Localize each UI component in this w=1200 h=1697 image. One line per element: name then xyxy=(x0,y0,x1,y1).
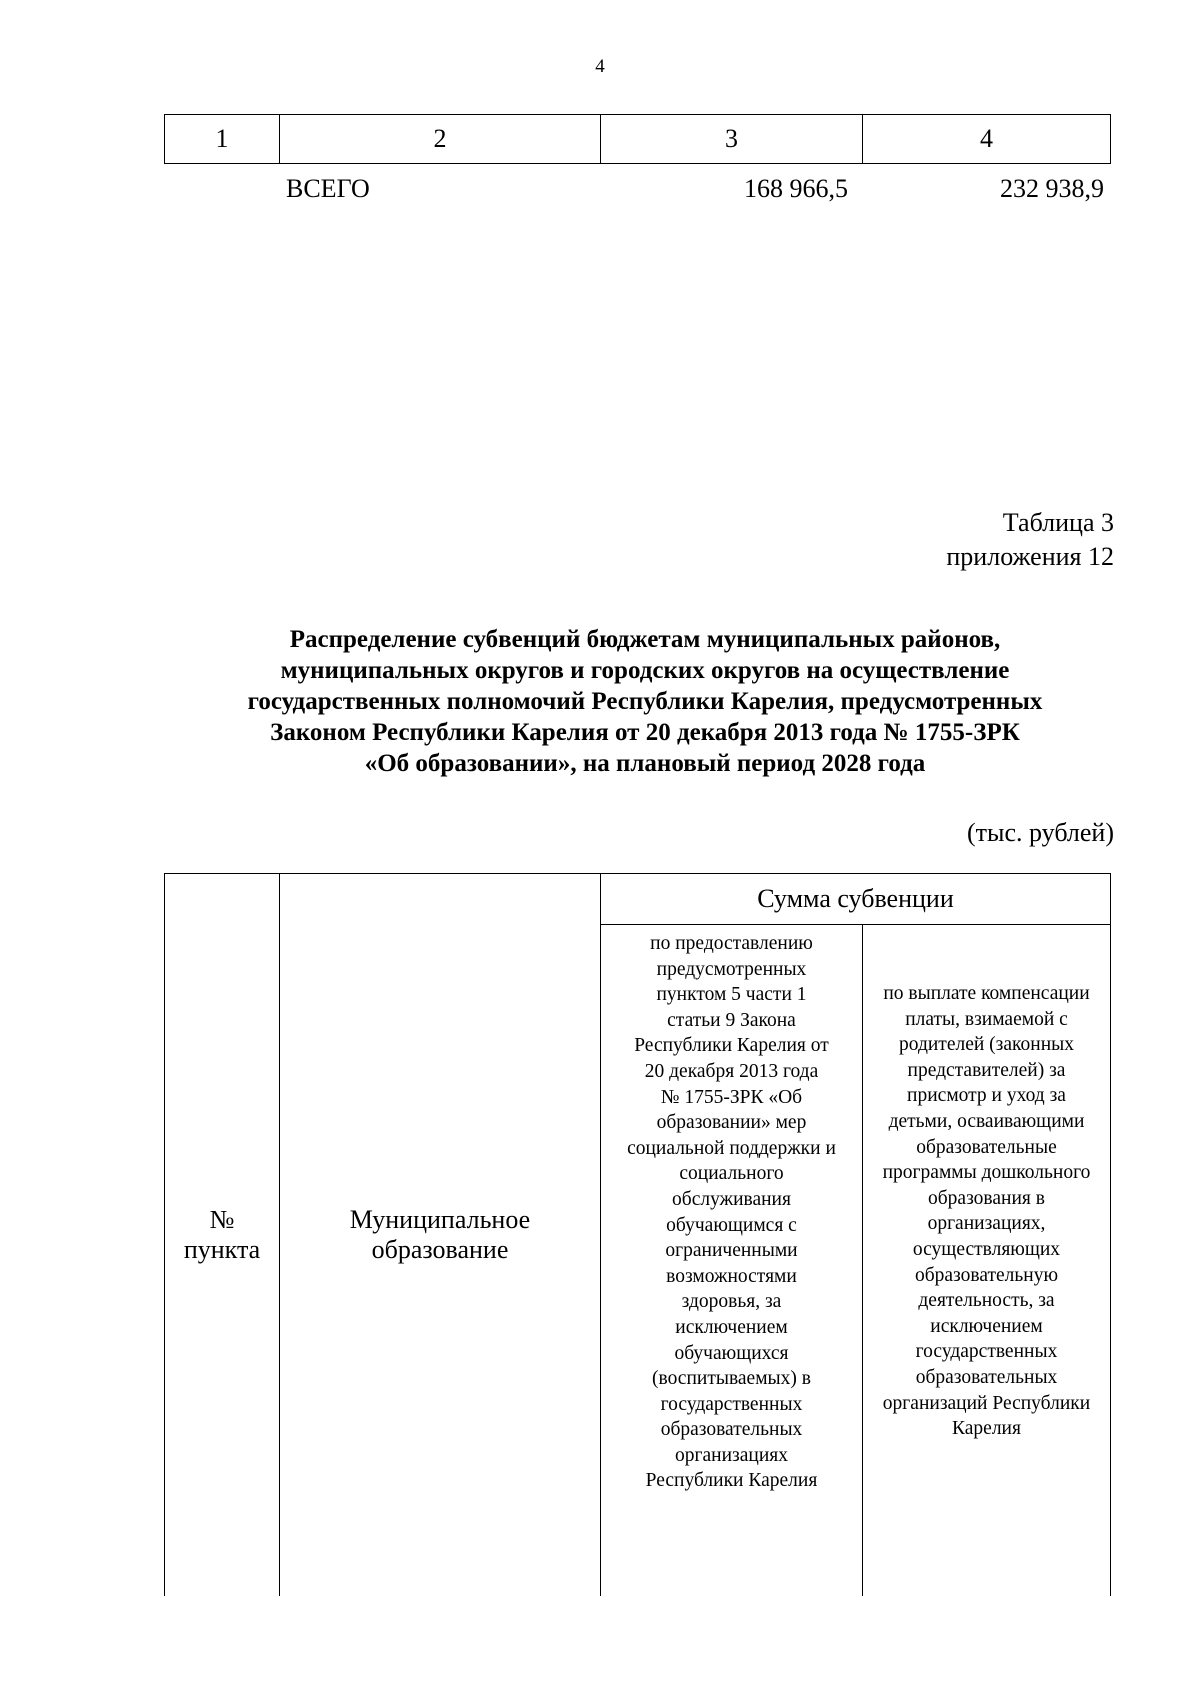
header-text-line: образовательных xyxy=(660,1419,803,1441)
header-text-line: здоровья, за xyxy=(681,1291,782,1313)
header-text-line: ограниченными xyxy=(665,1240,798,1262)
header-text-line: исключением xyxy=(675,1316,788,1338)
header-text-line: обучающихся xyxy=(674,1342,789,1364)
header-text-line: обслуживания xyxy=(672,1188,791,1210)
total-value-col4: 232 938,9 xyxy=(1000,174,1104,203)
header-text-line: государственных xyxy=(660,1393,803,1415)
header-text-line: по выплате компенсации xyxy=(883,983,1090,1004)
header-text-line: родителей (законных xyxy=(899,1034,1074,1056)
header-text-line: предусмотренных xyxy=(656,958,807,980)
header-text-line: присмотр и уход за xyxy=(907,1085,1066,1107)
header-text-line: статьи 9 Закона xyxy=(667,1009,796,1031)
table-row xyxy=(165,115,1111,164)
header-text-line: по предоставлению xyxy=(650,933,813,954)
header-text-line: платы, взимаемой с xyxy=(905,1008,1068,1030)
total-value-col3: 168 966,5 xyxy=(744,174,848,203)
table-reference-line: приложения 12 xyxy=(946,542,1114,571)
header-text-line: программы дошкольного xyxy=(882,1162,1091,1184)
header-text-line: представителей) за xyxy=(907,1059,1066,1081)
header-line: № xyxy=(209,1205,235,1234)
subvention-table-header xyxy=(164,873,1111,1596)
special-needs-support-header xyxy=(601,925,863,1597)
page-number: 4 xyxy=(595,56,605,77)
total-row xyxy=(164,174,1110,214)
title-line: муниципальных округов и городских округов на осуществление xyxy=(280,657,1010,684)
municipality-header xyxy=(280,874,601,1597)
header-text-line: организаций Республики xyxy=(882,1392,1091,1414)
header-text-line: образовательных xyxy=(915,1366,1058,1388)
header-text-line: исключением xyxy=(930,1315,1043,1337)
title-line: Законом Республики Карелия от 20 декабря 2013 года № 1755-ЗРК xyxy=(270,719,1020,746)
header-line: пункта xyxy=(183,1235,261,1264)
table-row xyxy=(165,874,1111,925)
header-text-line: Карелия xyxy=(952,1418,1021,1440)
header-text-line: пунктом 5 части 1 xyxy=(656,984,807,1006)
continuation-table-header xyxy=(164,114,1111,164)
document-title xyxy=(150,624,1140,779)
units-label: (тыс. рублей) xyxy=(966,818,1114,847)
header-text-line: деятельность, за xyxy=(918,1290,1055,1312)
header-text-line: организациях xyxy=(675,1444,788,1466)
title-line: государственных полномочий Республики Карелия, предусмотренных xyxy=(247,688,1043,715)
header-text-line: детьми, осваивающими xyxy=(888,1110,1085,1132)
header-text-line: 20 декабря 2013 года xyxy=(644,1060,819,1082)
header-line: образование xyxy=(371,1235,509,1264)
header-text-line: образовательные xyxy=(916,1136,1057,1158)
header-text-line: образовательную xyxy=(914,1264,1059,1286)
preschool-compensation-header xyxy=(863,925,1111,1597)
header-text-line: Республики Карелия от xyxy=(634,1035,829,1057)
header-text-line: социального xyxy=(679,1163,784,1185)
header-text-line: (воспитываемых) в xyxy=(652,1368,811,1390)
total-label: ВСЕГО xyxy=(286,174,370,203)
point-number-header xyxy=(165,874,280,1597)
title-line: Распределение субвенций бюджетам муниципальных районов, xyxy=(289,626,1001,653)
header-line: Муниципальное xyxy=(349,1205,531,1234)
header-text-line: государственных xyxy=(915,1341,1058,1363)
header-text-line: образования в xyxy=(928,1187,1045,1209)
header-text-line: осуществляющих xyxy=(912,1238,1061,1260)
column-number-cell: 4 xyxy=(863,115,1111,164)
header-text-line: обучающимся с xyxy=(666,1214,797,1236)
header-text-line: образовании» мер xyxy=(656,1112,807,1134)
header-text-line: № 1755-ЗРК «Об xyxy=(660,1086,803,1108)
header-text-line: возможностями xyxy=(666,1265,797,1287)
subvention-sum-header: Сумма субвенции xyxy=(601,874,1111,925)
title-line: «Об образовании», на плановый период 2028 года xyxy=(364,750,926,777)
header-text-line: социальной поддержки и xyxy=(627,1137,836,1159)
header-text-line: Республики Карелия xyxy=(645,1470,818,1492)
table-reference xyxy=(946,506,1114,574)
header-text-line: организациях, xyxy=(927,1213,1046,1235)
column-number-cell: 3 xyxy=(601,115,863,164)
column-number-cell: 1 xyxy=(165,115,280,164)
column-number-cell: 2 xyxy=(280,115,601,164)
table-reference-line: Таблица 3 xyxy=(1002,508,1114,537)
